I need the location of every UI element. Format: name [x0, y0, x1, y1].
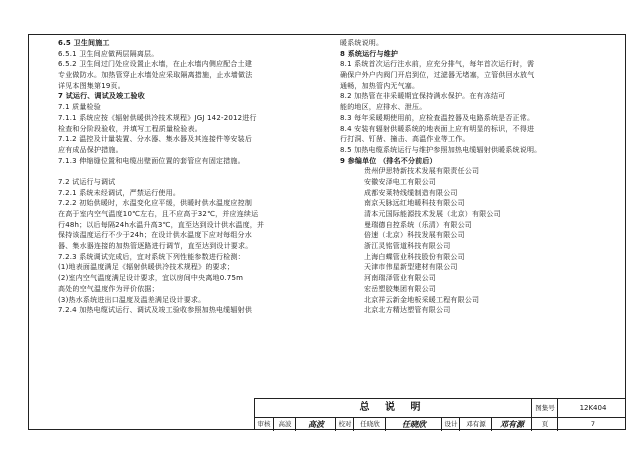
- text-line: 高处的空气温度作为评价依据；: [58, 284, 159, 293]
- checker-signature: 任晓欣: [385, 417, 442, 431]
- section-heading: 8 系统运行与维护: [340, 49, 399, 58]
- text-line: 8.2 加热管在非采暖期宜保持满水保护。在有冻结可: [340, 92, 506, 101]
- reviewer-signature: 高波: [295, 417, 336, 431]
- check-label: 校对: [335, 417, 354, 431]
- title-block-row-top: [255, 399, 626, 418]
- atlas-number: 12K404: [557, 399, 628, 417]
- text-line: 8.1 系统首次运行注水前，应充分排气，每年首次运行时，需: [340, 60, 535, 69]
- reviewer-name: 高波: [273, 417, 296, 431]
- participating-unit: 曼瑞德自控系统（乐清）有限公司: [364, 220, 472, 229]
- text-line: 通畅，加热管内无气塞。: [340, 81, 420, 90]
- participating-unit: 浙江灵铭管道科技有限公司: [364, 242, 451, 251]
- text-line: 7.1.2 温控及计量装置、分水器、集水器及其连接件等安装后: [58, 135, 253, 144]
- review-label: 审核: [257, 420, 271, 428]
- designer-name: 邓有源: [459, 417, 492, 431]
- text-line: 保持该温度运行不少于24h；在设计供水温度下应对每组分水: [58, 231, 252, 240]
- page-number: 7: [557, 417, 628, 431]
- text-line: 器、集水器连接的加热管逐路进行调节，直至达到设计要求。: [58, 242, 253, 251]
- participating-unit: 上海白蝶管业科技股份有限公司: [364, 252, 465, 261]
- text-line: 暖系统说明。: [340, 39, 384, 47]
- text-line: (2)室内空气温度满足设计要求，宜以房间中央离地0.75m: [58, 274, 244, 283]
- text-line: 7.1.3 伸缩缝位置和电缆出壁面位置的套管应有固定措施。: [58, 156, 245, 165]
- text-line: 7.2.2 初始供暖时，水温变化应平缓，供暖时供水温度应控制: [58, 199, 253, 208]
- participating-unit: 南京天脉远红地暖科技有限公司: [364, 199, 465, 208]
- sheet-title: 总 说 明: [359, 402, 427, 413]
- section-heading: 7 试运行、调试及竣工验收: [58, 92, 145, 101]
- text-line: 7.1.1 系统应按《辐射供暖供冷技术规程》JGJ 142-2012进行: [58, 113, 257, 122]
- participating-unit: 河南瑞泽管业有限公司: [364, 274, 436, 283]
- page-label: 页: [531, 417, 558, 431]
- participating-unit: 天津市伟星新型建材有限公司: [364, 263, 458, 272]
- title-block: [254, 398, 626, 430]
- text-line: 确保户外户内阀门开启到位，过滤器无堵塞，立管供回水放气: [340, 71, 535, 80]
- text-line: (3)热水系统进出口温度及温差满足设计要求。: [58, 295, 206, 304]
- participating-unit: 宏岳塑胶集团有限公司: [364, 284, 436, 293]
- text-line: 7.2 试运行与调试: [58, 177, 116, 186]
- right-column: [340, 38, 614, 316]
- left-column: [58, 38, 320, 316]
- atlas-number-label: 图集号: [531, 399, 558, 417]
- participating-unit: 倍速（北京）科技发展有限公司: [364, 231, 465, 240]
- participating-unit: 成都安莱特线缆制造有限公司: [364, 188, 458, 197]
- text-line: 6.5.1 卫生间应做两层隔离层。: [58, 49, 159, 58]
- text-line: 8.5 加热电缆系统运行与维护参照加热电缆辐射供暖系统说明。: [340, 145, 542, 154]
- text-line: 7.1 质量检验: [58, 103, 101, 112]
- text-line: 7.2.1 系统未经调试，严禁运行使用。: [58, 188, 181, 197]
- text-line: 行48h；以后每隔24h水温升高3℃，直至达到设计供水温度，并: [58, 220, 265, 229]
- text-line: 检查和分阶段验收，并填写工程质量检验表。: [58, 124, 202, 133]
- text-line: (1)地表面温度满足《辐射供暖供冷技术规程》的要求；: [58, 263, 235, 272]
- text-line: 应有成品保护措施。: [58, 145, 123, 154]
- text-line: 8.4 安装有辐射供暖系统的地表面上应有明显的标识，不得进: [340, 124, 535, 133]
- text-line: 专业做防水。加热管穿止水墙处应采取隔离措施，止水墙做法: [58, 71, 253, 80]
- participating-unit: 北京北方精达塑管有限公司: [364, 306, 451, 315]
- section-heading: 6.5 卫生间施工: [58, 39, 110, 47]
- participating-unit: 贵州伊思特新技术发展有限责任公司: [364, 167, 480, 176]
- text-line: [58, 166, 320, 177]
- text-line: 能的地区，应排水、泄压。: [340, 103, 427, 112]
- text-line: 8.3 每年采暖期使用前，应检查温控器及电路系统是否正常。: [340, 113, 535, 122]
- text-line: 6.5.2 卫生间过门处应设置止水墙，在止水墙内侧应配合土建: [58, 60, 253, 69]
- text-line: 详见本图集第19页。: [58, 81, 125, 90]
- title-block-row-bottom: [255, 417, 626, 431]
- text-line: 在高于室内空气温度10℃左右，且不应高于32℃，并应连续运: [58, 210, 259, 218]
- design-label: 设计: [441, 417, 460, 431]
- text-line: 行打洞、钉凿、撞击、高温作业等工作。: [340, 135, 470, 144]
- text-line: 7.2.3 系统调试完成后，宜对系统下列性能参数进行检测：: [58, 252, 245, 261]
- section-heading: 9 参编单位 （排名不分前后）: [340, 156, 437, 165]
- participating-unit: 北京祥云新金地板采暖工程有限公司: [364, 295, 480, 304]
- designer-signature: 邓有源: [491, 417, 532, 431]
- participating-unit: 安徽安泽电工有限公司: [364, 177, 436, 186]
- text-line: 7.2.4 加热电缆试运行、调试及竣工验收参照加热电缆辐射供: [58, 306, 253, 315]
- checker-name: 任晓欣: [353, 417, 386, 431]
- participating-unit: 清本元国际能源技术发展（北京）有限公司: [364, 210, 501, 218]
